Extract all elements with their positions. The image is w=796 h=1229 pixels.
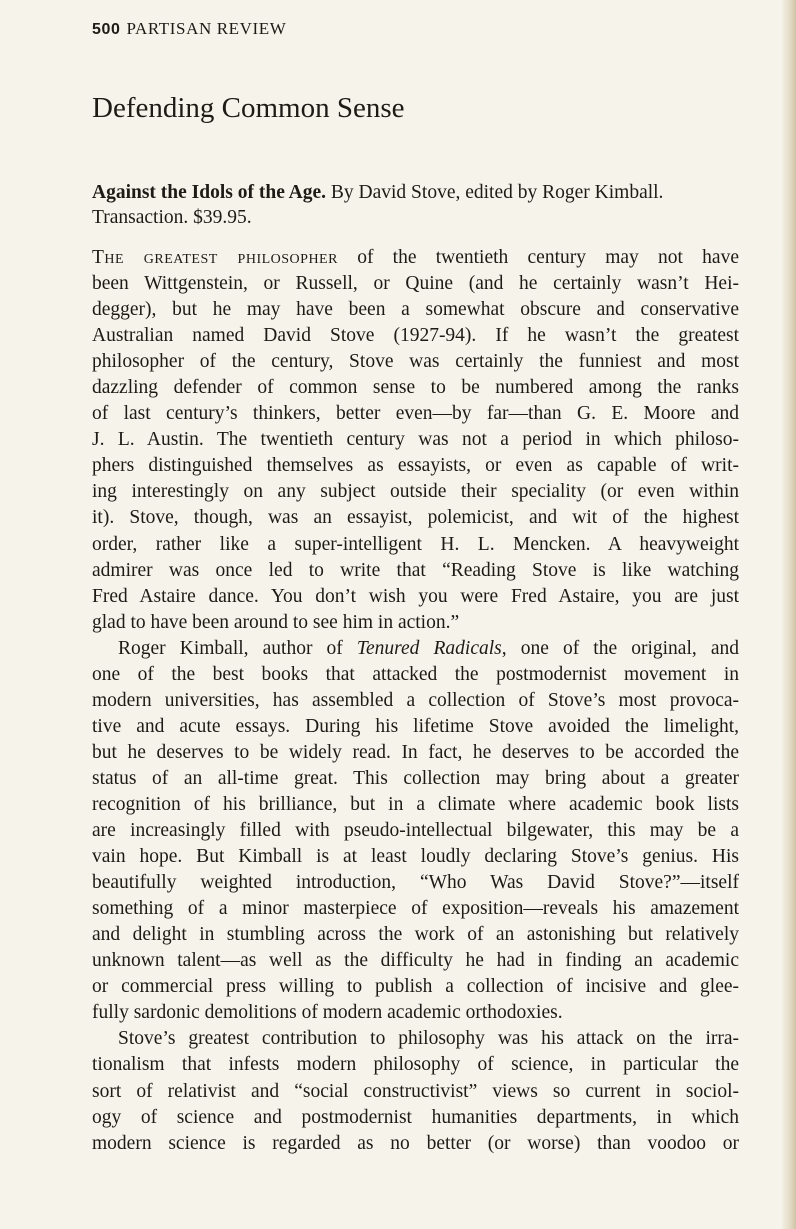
- paragraph-line: Stove’s greatest contribution to philosophy was his attack on the irra-: [118, 1028, 739, 1050]
- paragraph-line: ogy of science and postmodernist humanities departments, in which: [92, 1106, 739, 1128]
- paragraph-line: tionalism that infests modern philosophy of science, in particular the: [92, 1054, 739, 1076]
- paragraph-line: or commercial press willing to publish a collection of incisive and glee-: [92, 976, 739, 998]
- lead-in-small-caps: The greatest philosopher: [92, 247, 338, 268]
- paragraph-line: unknown talent—as well as the difficulty he had in finding an academic: [92, 950, 739, 972]
- paragraph-line: glad to have been around to see him in action.”: [92, 611, 460, 633]
- cited-book-title: Tenured Radicals: [356, 637, 502, 659]
- paragraph-line: J. L. Austin. The twentieth century was not a period in which philoso-: [92, 429, 739, 451]
- page-number: 500: [92, 21, 121, 38]
- article-title: Defending Common Sense: [92, 92, 405, 124]
- article-body: [92, 245, 739, 1157]
- paragraph-line: status of an all-time great. This collection may bring about a greater: [92, 767, 739, 789]
- book-title: Against the Idols of the Age.: [92, 182, 327, 203]
- citation-publisher-price: Transaction. $39.95.: [92, 207, 252, 228]
- paragraph-line: tive and acute essays. During his lifetime Stove avoided the limelight,: [92, 715, 739, 737]
- book-citation: [92, 180, 742, 230]
- paragraph-line: Australian named David Stove (1927-94). If he wasn’t the greatest: [92, 325, 739, 347]
- paragraph-line: degger), but he may have been a somewhat obscure and conservative: [92, 299, 739, 321]
- page-edge-shadow: [782, 0, 796, 1229]
- running-head: [92, 19, 286, 39]
- paragraph-line: Fred Astaire dance. You don’t wish you were Fred Astaire, you are just: [92, 585, 739, 607]
- paragraph-line: something of a minor masterpiece of exposition—reveals his amazement: [92, 898, 739, 920]
- paragraph-line: Roger Kimball, author of Tenured Radicals, one of the original, and: [118, 637, 740, 659]
- paragraph-line: admirer was once led to write that “Reading Stove is like watching: [92, 559, 739, 581]
- paragraph-line: vain hope. But Kimball is at least loudly declaring Stove’s genius. His: [92, 846, 739, 868]
- paragraph-line: modern science is regarded as no better (or worse) than voodoo or: [92, 1132, 739, 1154]
- paragraph-line: phers distinguished themselves as essayists, or even as capable of writ-: [92, 455, 739, 477]
- journal-name: PARTISAN REVIEW: [126, 19, 287, 38]
- paragraph-line: The greatest philosopher of the twentieth century may not have: [92, 247, 739, 268]
- paragraph-line: it). Stove, though, was an essayist, polemicist, and wit of the highest: [92, 507, 739, 529]
- paragraph-line: and delight in stumbling across the work of an astonishing but relatively: [92, 924, 739, 946]
- paragraph-line: beautifully weighted introduction, “Who Was David Stove?”—itself: [92, 872, 739, 894]
- paragraph-line: order, rather like a super-intelligent H. L. Mencken. A heavyweight: [92, 533, 739, 555]
- paragraph-line: been Wittgenstein, or Russell, or Quine (and he certainly wasn’t Hei-: [92, 273, 739, 295]
- citation-line: [92, 180, 742, 205]
- paragraph-line: dazzling defender of common sense to be numbered among the ranks: [92, 377, 739, 399]
- paragraph-line: recognition of his brilliance, but in a climate where academic book lists: [92, 793, 739, 815]
- paragraph-line: sort of relativist and “social constructivist” views so current in sociol-: [92, 1080, 739, 1102]
- paragraph-line: fully sardonic demolitions of modern academic orthodoxies.: [92, 1002, 563, 1024]
- citation-author-editor: By David Stove, edited by Roger Kimball.: [326, 182, 664, 203]
- paragraph-line: philosopher of the century, Stove was certainly the funniest and most: [92, 351, 739, 373]
- paragraph-line: modern universities, has assembled a collection of Stove’s most provoca-: [92, 689, 739, 711]
- paragraph-line: are increasingly filled with pseudo-intellectual bilgewater, this may be a: [92, 820, 739, 842]
- paragraph-line: but he deserves to be widely read. In fact, he deserves to be accorded the: [92, 741, 739, 763]
- paragraph-line: one of the best books that attacked the postmodernist movement in: [92, 663, 739, 685]
- paragraph-line: ing interestingly on any subject outside their speciality (or even within: [92, 481, 739, 503]
- paragraph-line: of last century’s thinkers, better even—by far—than G. E. Moore and: [92, 403, 739, 425]
